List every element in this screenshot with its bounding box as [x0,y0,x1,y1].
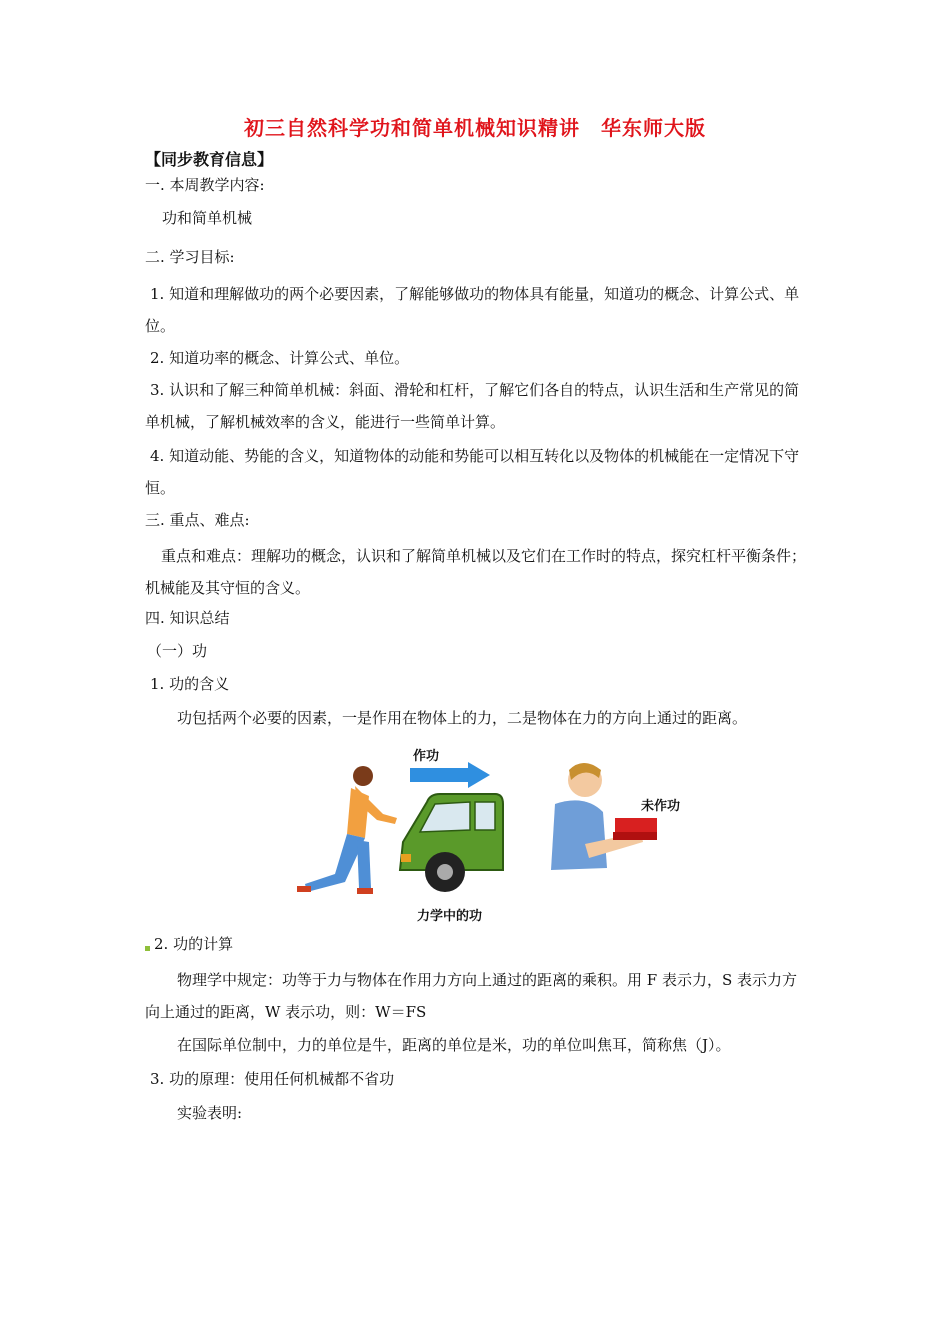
section-3-content: 重点和难点：理解功的概念，认识和了解简单机械以及它们在工作时的特点，探究杠杆平衡条件；机械能及其守恒的含义。 [145,547,807,597]
item-work-calculation-text: 物理学中规定：功等于力与物体在作用力方向上通过的距离的乘积。用 F 表示力，S 表示力方向上通过的距离，W 表示功，则：W＝FS [145,971,797,1021]
item-work-calculation: 2. 功的计算 [145,934,233,954]
label-work: 作功 [413,749,440,764]
item-work-meaning-text: 功包括两个必要的因素，一是作用在物体上的力，二是物体在力的方向上通过的距离。 [177,709,748,727]
si-units-text: 在国际单位制中，力的单位是牛，距离的单位是米，功的单位叫焦耳，简称焦（J）。 [177,1036,731,1054]
car-image [400,794,503,892]
goal-item-3: 3. 认识和了解三种简单机械：斜面、滑轮和杠杆，了解它们各自的特点，认识生活和生产常见的简单机械，了解机械效率的含义，能进行一些简单计算。 [145,381,800,431]
section-4-heading: 四. 知识总结 [145,609,230,627]
man-holding-book-image [551,763,657,870]
label-no-work: 未作功 [641,799,681,814]
section-header: 【同步教育信息】 [145,150,274,169]
section-3-heading: 三. 重点、难点: [145,511,250,529]
goal-item-2: 2. 知道功率的概念、计算公式、单位。 [150,349,410,367]
figure-caption: 力学中的功 [417,909,483,924]
subsection-work: （一）功 [147,642,208,660]
work-arrow-icon [410,762,490,788]
woman-pushing-image [297,766,397,894]
experiment-shows: 实验表明: [177,1104,243,1122]
section-2-heading: 二. 学习目标: [145,248,235,266]
figure-work-illustration [285,742,695,927]
goal-item-4: 4. 知道动能、势能的含义，知道物体的动能和势能可以相互转化以及物体的机械能在一定情况下守恒。 [145,447,800,497]
item-work-principle: 3. 功的原理：使用任何机械都不省功 [150,1070,395,1088]
goal-item-1: 1. 知道和理解做功的两个必要因素，了解能够做功的物体具有能量，知道功的概念、计算公式、单位。 [145,285,800,335]
section-1-content: 功和简单机械 [162,209,253,227]
document-title: 初三自然科学功和简单机械知识精讲 华东师大版 [244,116,706,140]
figure-svg [285,742,695,927]
section-1-heading: 一. 本周教学内容: [145,176,265,194]
bullet-mark-icon [145,946,150,951]
item-work-meaning: 1. 功的含义 [150,675,230,693]
